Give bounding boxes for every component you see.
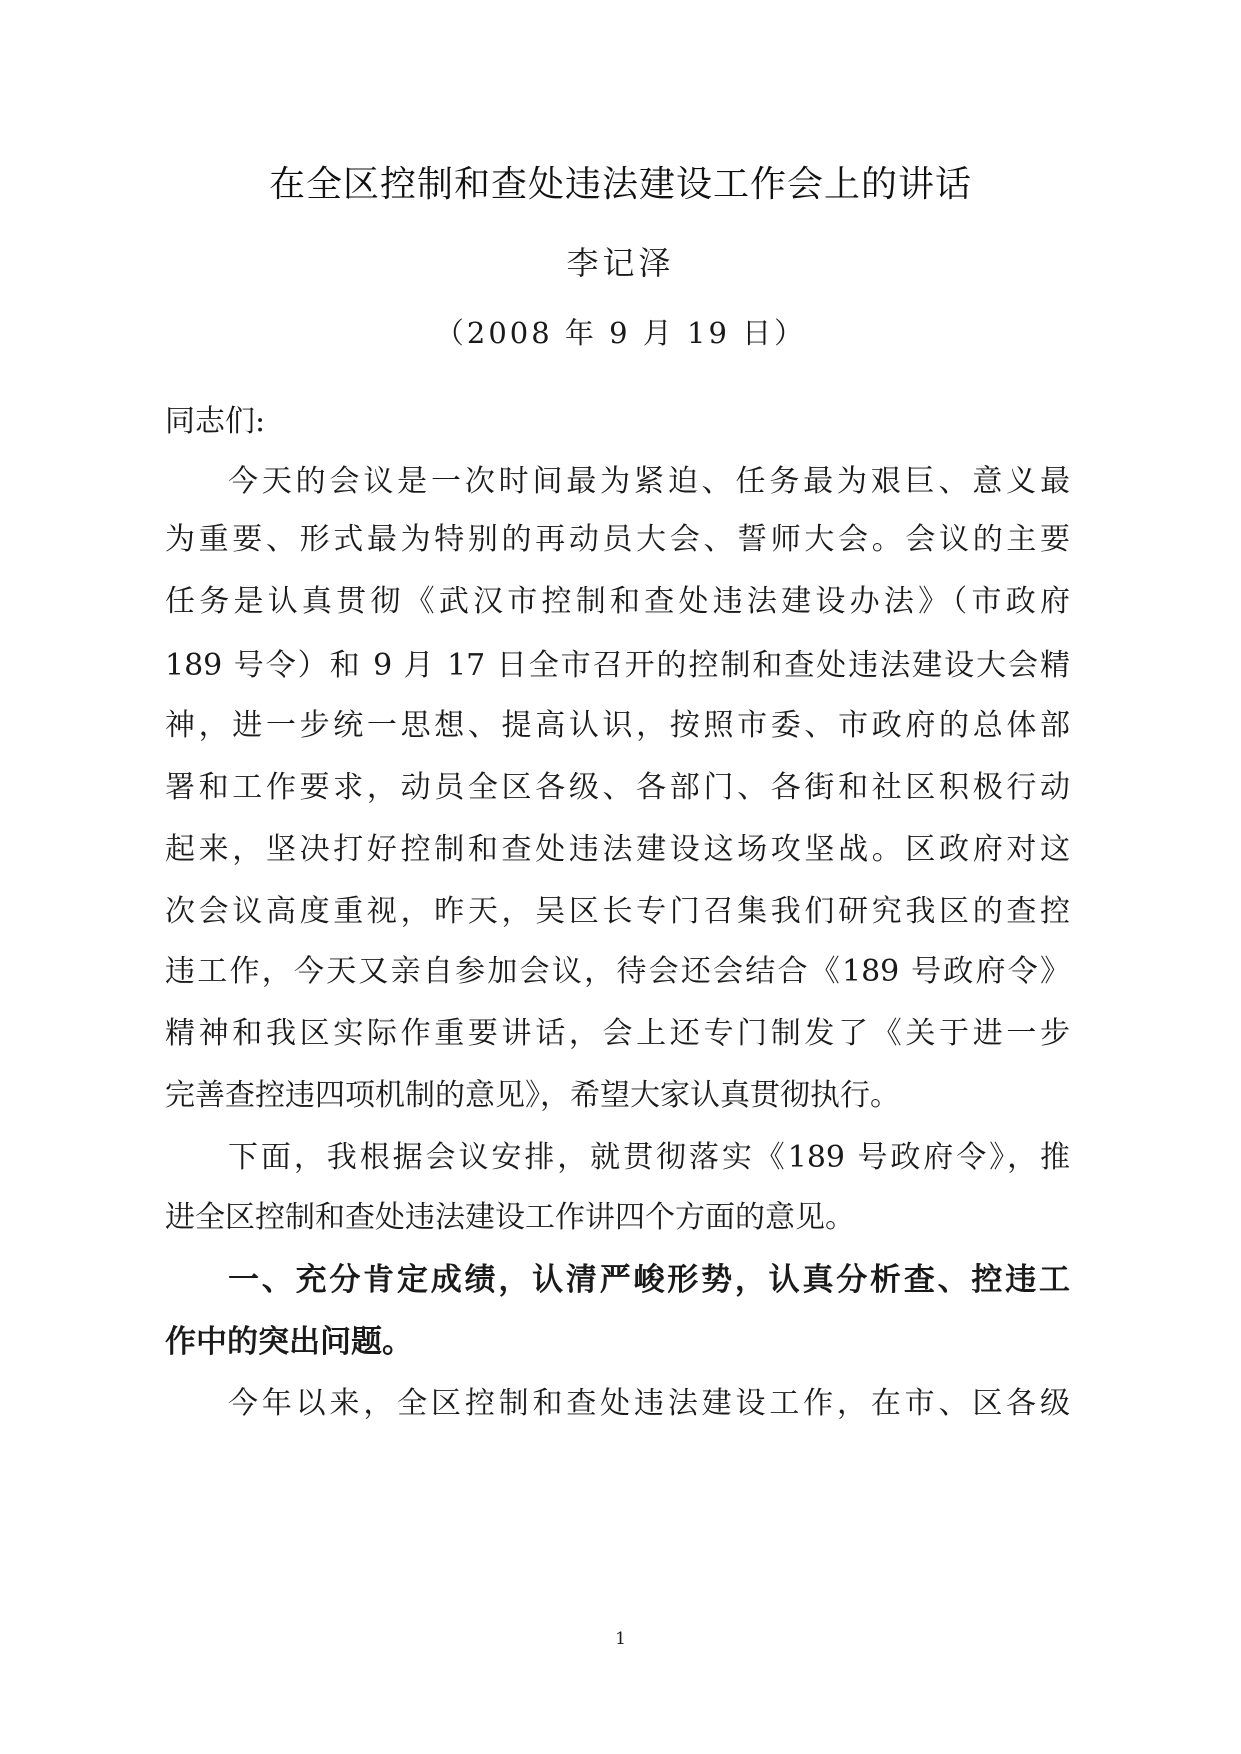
page-number: 1 [615, 1629, 626, 1649]
body-line: 违工作，今天又亲自参加会议，待会还会结合《189 号政府令》 [165, 954, 1070, 989]
body-line: 神，进一步统一思想、提高认识，按照市委、市政府的总体部 [165, 708, 1070, 743]
speech-date: （2008 年 9 月 19 日） [434, 316, 807, 350]
body-line: 189 号令）和 9 月 17 日全市召开的控制和查处违法建设大会精 [165, 648, 1070, 683]
body-line: 下面，我根据会议安排，就贯彻落实《189 号政府令》，推 [228, 1140, 1070, 1175]
body-line: 精神和我区实际作重要讲话，会上还专门制发了《关于进一步 [165, 1016, 1070, 1051]
author-name: 李记泽 [566, 244, 675, 282]
body-line: 起来，坚决打好控制和查处违法建设这场攻坚战。区政府对这 [165, 832, 1070, 867]
body-line: 进全区控制和查处违法建设工作讲四个方面的意见。 [165, 1200, 855, 1235]
section-heading-continued: 作中的突出问题。 [165, 1324, 413, 1360]
body-line: 为重要、形式最为特别的再动员大会、誓师大会。会议的主要 [165, 522, 1070, 557]
page-title: 在全区控制和查处违法建设工作会上的讲话 [268, 164, 972, 205]
body-line: 任务是认真贯彻《武汉市控制和查处违法建设办法》（市政府 [165, 584, 1070, 619]
body-line: 今年以来，全区控制和查处违法建设工作，在市、区各级 [228, 1386, 1070, 1421]
body-line: 次会议高度重视，昨天，吴区长专门召集我们研究我区的查控 [165, 894, 1070, 929]
greeting: 同志们: [165, 404, 266, 439]
body-line: 署和工作要求，动员全区各级、各部门、各街和社区积极行动 [165, 770, 1070, 805]
body-line: 完善查控违四项机制的意见》，希望大家认真贯彻执行。 [165, 1078, 900, 1113]
section-heading: 一、充分肯定成绩，认清严峻形势，认真分析查、控违工 [228, 1262, 1070, 1298]
body-line: 今天的会议是一次时间最为紧迫、任务最为艰巨、意义最 [228, 464, 1070, 499]
